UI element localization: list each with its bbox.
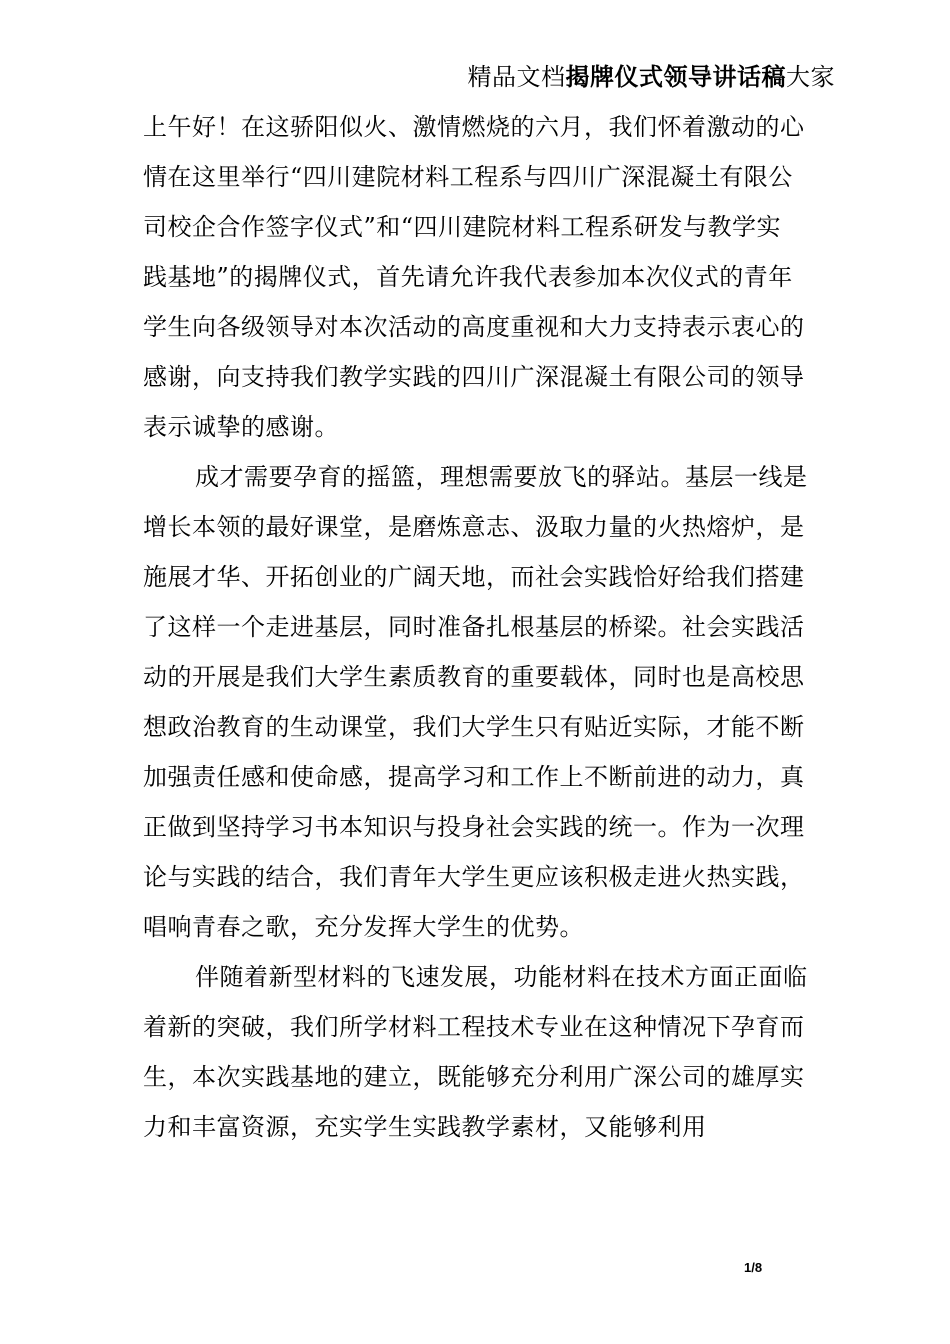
paragraph-1: [143, 102, 835, 452]
paragraph-line: 唱响青春之歌，充分发挥大学生的优势。: [143, 913, 584, 941]
header-prefix: 精品文档: [467, 63, 566, 91]
paragraph-line: 施展才华、开拓创业的广阔天地，而社会实践恰好给我们搭建: [143, 563, 805, 591]
document-title: 揭牌仪式领导讲话稿: [565, 63, 786, 91]
paragraph-line: 情在这里举行“四川建院材料工程系与四川广深混凝土有限公: [143, 163, 793, 191]
paragraph-3: [143, 952, 835, 1152]
paragraph-line: 表示诚挚的感谢。: [143, 413, 339, 441]
paragraph-line: 生，本次实践基地的建立，既能够充分利用广深公司的雄厚实: [143, 1063, 805, 1091]
paragraph-line: 想政治教育的生动课堂，我们大学生只有贴近实际，才能不断: [143, 713, 805, 741]
paragraph-line: 司校企合作签字仪式”和“四川建院材料工程系研发与教学实: [143, 213, 782, 241]
paragraph-line: 动的开展是我们大学生素质教育的重要载体，同时也是高校思: [143, 663, 805, 691]
paragraph-line: 增长本领的最好课堂，是磨炼意志、汲取力量的火热熔炉，是: [143, 513, 805, 541]
header-suffix: 大家: [786, 63, 835, 91]
paragraph-line: 加强责任感和使命感，提高学习和工作上不断前进的动力，真: [143, 763, 805, 791]
page-number: 1/8: [744, 1260, 763, 1275]
paragraph-line: 学生向各级领导对本次活动的高度重视和大力支持表示衷心的: [143, 313, 805, 341]
header-line: [143, 52, 835, 102]
paragraph-line: 着新的突破，我们所学材料工程技术专业在这种情况下孕育而: [143, 1013, 805, 1041]
paragraph-line: 上午好！在这骄阳似火、激情燃烧的六月，我们怀着激动的心: [143, 113, 805, 141]
paragraph-line: 了这样一个走进基层，同时准备扎根基层的桥梁。社会实践活: [143, 613, 805, 641]
paragraph-line: 成才需要孕育的摇篮，理想需要放飞的驿站。基层一线是: [195, 463, 808, 491]
paragraph-line: 论与实践的结合，我们青年大学生更应该积极走进火热实践，: [143, 863, 805, 891]
paragraph-line: 伴随着新型材料的飞速发展，功能材料在技术方面正面临: [195, 963, 808, 991]
paragraph-line: 正做到坚持学习书本知识与投身社会实践的统一。作为一次理: [143, 813, 805, 841]
paragraph-line: 力和丰富资源，充实学生实践教学素材，又能够利用: [143, 1113, 707, 1141]
paragraph-line: 践基地”的揭牌仪式，首先请允许我代表参加本次仪式的青年: [143, 263, 793, 291]
paragraph-2: [143, 452, 835, 952]
paragraph-line: 感谢，向支持我们教学实践的四川广深混凝土有限公司的领导: [143, 363, 805, 391]
document-body: [143, 52, 835, 1152]
